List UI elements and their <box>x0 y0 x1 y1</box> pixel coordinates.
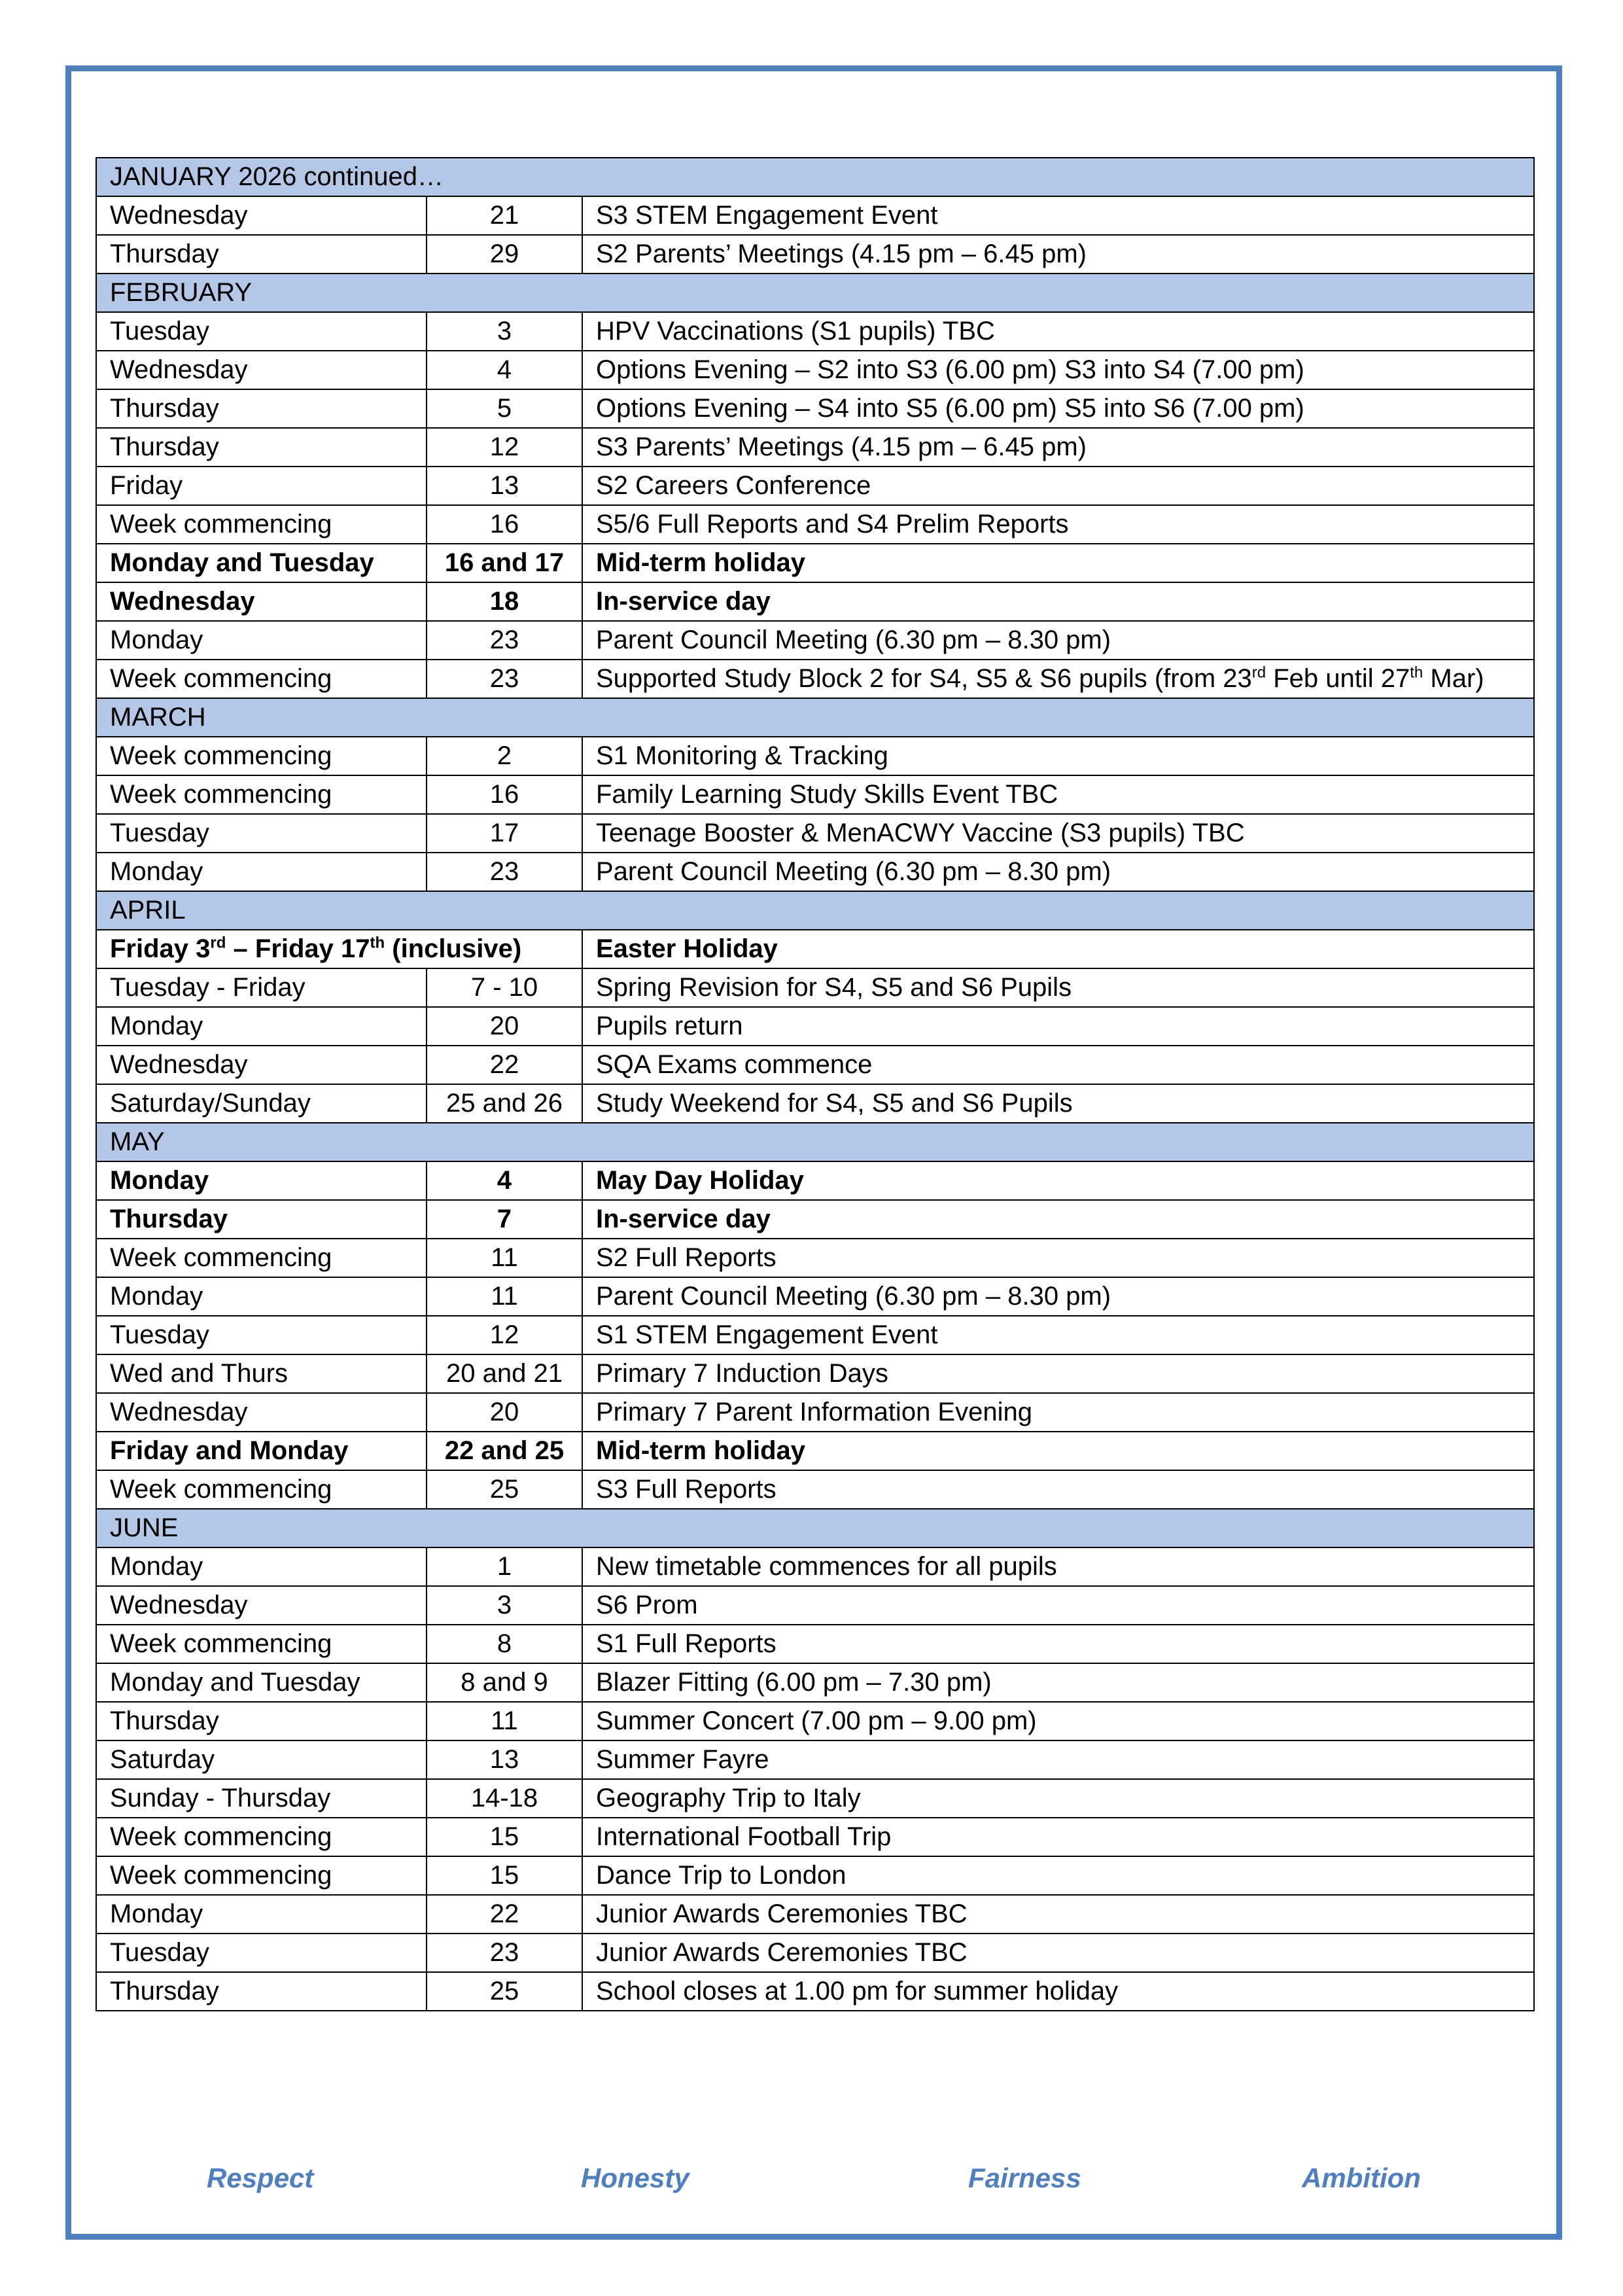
event-cell: Spring Revision for S4, S5 and S6 Pupils <box>582 968 1534 1007</box>
event-cell: Family Learning Study Skills Event TBC <box>582 775 1534 814</box>
event-text: Feb until 27 <box>1266 664 1410 693</box>
day-cell: Thursday <box>96 428 427 467</box>
day-cell: Sunday - Thursday <box>96 1779 427 1818</box>
event-cell: SQA Exams commence <box>582 1046 1534 1084</box>
footer-value-fairness: Fairness <box>968 2163 1081 2193</box>
event-cell: S6 Prom <box>582 1586 1534 1625</box>
date-cell: 23 <box>427 621 582 660</box>
table-row-holiday <box>96 930 1534 968</box>
event-cell: Summer Fayre <box>582 1740 1534 1779</box>
table-row <box>96 775 1534 814</box>
day-cell: Week commencing <box>96 505 427 544</box>
date-cell: 11 <box>427 1702 582 1740</box>
event-cell: S3 Full Reports <box>582 1470 1534 1509</box>
date-cell: 25 <box>427 1972 582 2011</box>
table-row <box>96 1625 1534 1663</box>
table-row <box>96 1084 1534 1123</box>
day-cell: Thursday <box>96 1972 427 2011</box>
date-cell: 11 <box>427 1277 582 1316</box>
day-cell: Monday <box>96 1277 427 1316</box>
day-range-cell <box>96 930 582 968</box>
event-cell: Parent Council Meeting (6.30 pm – 8.30 pm) <box>582 621 1534 660</box>
date-cell: 20 and 21 <box>427 1354 582 1393</box>
day-cell: Week commencing <box>96 1818 427 1856</box>
day-cell: Wednesday <box>96 1586 427 1625</box>
date-cell: 17 <box>427 814 582 853</box>
day-cell: Wednesday <box>96 196 427 235</box>
event-cell: S1 Monitoring & Tracking <box>582 737 1534 775</box>
date-cell: 23 <box>427 660 582 698</box>
event-text: Supported Study Block 2 for S4, S5 & S6 pupils (from 23 <box>596 664 1252 693</box>
table-row <box>96 621 1534 660</box>
day-text: Friday 3 <box>110 934 211 963</box>
date-cell: 22 and 25 <box>427 1432 582 1470</box>
day-cell: Week commencing <box>96 1470 427 1509</box>
event-cell: Easter Holiday <box>582 930 1534 968</box>
date-cell: 16 <box>427 775 582 814</box>
month-header-february <box>96 274 1534 312</box>
event-cell: May Day Holiday <box>582 1161 1534 1200</box>
table-row <box>96 1470 1534 1509</box>
month-label: APRIL <box>96 891 1534 930</box>
table-row <box>96 1818 1534 1856</box>
day-cell: Monday <box>96 1007 427 1046</box>
event-cell: Parent Council Meeting (6.30 pm – 8.30 pm) <box>582 853 1534 891</box>
event-cell: Pupils return <box>582 1007 1534 1046</box>
table-row-holiday <box>96 582 1534 621</box>
table-row <box>96 1393 1534 1432</box>
ordinal-suffix: th <box>1410 663 1423 682</box>
date-cell: 3 <box>427 312 582 351</box>
event-cell: S1 Full Reports <box>582 1625 1534 1663</box>
event-cell: Junior Awards Ceremonies TBC <box>582 1895 1534 1934</box>
day-cell: Wednesday <box>96 351 427 389</box>
event-cell: Primary 7 Parent Information Evening <box>582 1393 1534 1432</box>
day-cell: Week commencing <box>96 1625 427 1663</box>
day-cell: Week commencing <box>96 1239 427 1277</box>
event-cell: In-service day <box>582 1200 1534 1239</box>
table-row <box>96 968 1534 1007</box>
table-row <box>96 235 1534 274</box>
date-cell: 4 <box>427 1161 582 1200</box>
event-cell: Study Weekend for S4, S5 and S6 Pupils <box>582 1084 1534 1123</box>
day-cell: Monday <box>96 1161 427 1200</box>
month-label: MAY <box>96 1123 1534 1161</box>
day-cell: Monday and Tuesday <box>96 1663 427 1702</box>
date-cell: 13 <box>427 1740 582 1779</box>
ordinal-suffix: th <box>370 934 385 952</box>
day-cell: Week commencing <box>96 660 427 698</box>
day-cell: Saturday/Sunday <box>96 1084 427 1123</box>
event-cell: S5/6 Full Reports and S4 Prelim Reports <box>582 505 1534 544</box>
table-row <box>96 1316 1534 1354</box>
table-row-holiday <box>96 1432 1534 1470</box>
day-cell: Monday and Tuesday <box>96 544 427 582</box>
event-cell: S3 Parents’ Meetings (4.15 pm – 6.45 pm) <box>582 428 1534 467</box>
month-header-april <box>96 891 1534 930</box>
day-cell: Wednesday <box>96 1046 427 1084</box>
event-cell: Parent Council Meeting (6.30 pm – 8.30 pm) <box>582 1277 1534 1316</box>
date-cell: 23 <box>427 1934 582 1972</box>
day-cell: Tuesday - Friday <box>96 968 427 1007</box>
month-header-march <box>96 698 1534 737</box>
day-cell: Monday <box>96 853 427 891</box>
table-row <box>96 389 1534 428</box>
day-cell: Wed and Thurs <box>96 1354 427 1393</box>
table-row <box>96 1007 1534 1046</box>
table-row <box>96 1856 1534 1895</box>
month-label: JANUARY 2026 continued… <box>96 158 1534 196</box>
date-cell: 14-18 <box>427 1779 582 1818</box>
table-row <box>96 1354 1534 1393</box>
date-cell: 23 <box>427 853 582 891</box>
date-cell: 3 <box>427 1586 582 1625</box>
table-row <box>96 1046 1534 1084</box>
table-row-holiday <box>96 1200 1534 1239</box>
date-cell: 13 <box>427 467 582 505</box>
event-cell: Dance Trip to London <box>582 1856 1534 1895</box>
day-cell: Friday and Monday <box>96 1432 427 1470</box>
event-cell: Teenage Booster & MenACWY Vaccine (S3 pupils) TBC <box>582 814 1534 853</box>
table-row <box>96 660 1534 698</box>
date-cell: 25 <box>427 1470 582 1509</box>
footer-value-honesty: Honesty <box>581 2163 689 2193</box>
table-row <box>96 312 1534 351</box>
ordinal-suffix: rd <box>210 934 226 952</box>
table-row <box>96 853 1534 891</box>
table-row <box>96 1934 1534 1972</box>
day-cell: Thursday <box>96 235 427 274</box>
day-cell: Wednesday <box>96 1393 427 1432</box>
month-header-january <box>96 158 1534 196</box>
date-cell: 18 <box>427 582 582 621</box>
event-cell: Mid-term holiday <box>582 544 1534 582</box>
event-cell: S2 Careers Conference <box>582 467 1534 505</box>
month-label: MARCH <box>96 698 1534 737</box>
date-cell: 7 <box>427 1200 582 1239</box>
date-cell: 4 <box>427 351 582 389</box>
table-row <box>96 1779 1534 1818</box>
event-cell: Primary 7 Induction Days <box>582 1354 1534 1393</box>
date-cell: 5 <box>427 389 582 428</box>
event-cell <box>582 660 1534 698</box>
month-label: FEBRUARY <box>96 274 1534 312</box>
day-cell: Saturday <box>96 1740 427 1779</box>
table-row <box>96 1972 1534 2011</box>
event-cell: Mid-term holiday <box>582 1432 1534 1470</box>
event-cell: Options Evening – S4 into S5 (6.00 pm) S5 into S6 (7.00 pm) <box>582 389 1534 428</box>
day-text: (inclusive) <box>385 934 522 963</box>
day-cell: Monday <box>96 1895 427 1934</box>
table-row <box>96 1586 1534 1625</box>
date-cell: 25 and 26 <box>427 1084 582 1123</box>
footer-value-ambition: Ambition <box>1302 2163 1421 2193</box>
month-header-may <box>96 1123 1534 1161</box>
table-row <box>96 1547 1534 1586</box>
date-cell: 7 - 10 <box>427 968 582 1007</box>
month-label: JUNE <box>96 1509 1534 1547</box>
event-cell: S2 Full Reports <box>582 1239 1534 1277</box>
date-cell: 20 <box>427 1007 582 1046</box>
event-cell: New timetable commences for all pupils <box>582 1547 1534 1586</box>
table-row <box>96 1663 1534 1702</box>
table-row <box>96 505 1534 544</box>
month-header-june <box>96 1509 1534 1547</box>
date-cell: 15 <box>427 1818 582 1856</box>
ordinal-suffix: rd <box>1251 663 1266 682</box>
date-cell: 20 <box>427 1393 582 1432</box>
date-cell: 22 <box>427 1895 582 1934</box>
date-cell: 8 and 9 <box>427 1663 582 1702</box>
table-row <box>96 467 1534 505</box>
event-cell: HPV Vaccinations (S1 pupils) TBC <box>582 312 1534 351</box>
event-cell: Junior Awards Ceremonies TBC <box>582 1934 1534 1972</box>
event-cell: Blazer Fitting (6.00 pm – 7.30 pm) <box>582 1663 1534 1702</box>
date-cell: 16 and 17 <box>427 544 582 582</box>
day-cell: Tuesday <box>96 312 427 351</box>
date-cell: 29 <box>427 235 582 274</box>
date-cell: 16 <box>427 505 582 544</box>
event-cell: Options Evening – S2 into S3 (6.00 pm) S3 into S4 (7.00 pm) <box>582 351 1534 389</box>
school-calendar-table <box>96 157 1535 2011</box>
event-cell: S2 Parents’ Meetings (4.15 pm – 6.45 pm) <box>582 235 1534 274</box>
date-cell: 12 <box>427 1316 582 1354</box>
day-cell: Tuesday <box>96 1934 427 1972</box>
day-cell: Thursday <box>96 389 427 428</box>
day-cell: Week commencing <box>96 1856 427 1895</box>
footer-value-respect: Respect <box>207 2163 314 2193</box>
table-row <box>96 1277 1534 1316</box>
day-cell: Thursday <box>96 1702 427 1740</box>
day-cell: Week commencing <box>96 737 427 775</box>
date-cell: 15 <box>427 1856 582 1895</box>
event-cell: In-service day <box>582 582 1534 621</box>
day-cell: Thursday <box>96 1200 427 1239</box>
date-cell: 22 <box>427 1046 582 1084</box>
table-row <box>96 428 1534 467</box>
event-cell: School closes at 1.00 pm for summer holiday <box>582 1972 1534 2011</box>
event-cell: Summer Concert (7.00 pm – 9.00 pm) <box>582 1702 1534 1740</box>
table-row-holiday <box>96 544 1534 582</box>
date-cell: 2 <box>427 737 582 775</box>
event-cell: International Football Trip <box>582 1818 1534 1856</box>
event-cell: S3 STEM Engagement Event <box>582 196 1534 235</box>
table-row <box>96 737 1534 775</box>
day-cell: Tuesday <box>96 814 427 853</box>
date-cell: 21 <box>427 196 582 235</box>
date-cell: 1 <box>427 1547 582 1586</box>
date-cell: 8 <box>427 1625 582 1663</box>
table-row <box>96 1895 1534 1934</box>
day-cell: Tuesday <box>96 1316 427 1354</box>
table-row <box>96 196 1534 235</box>
date-cell: 12 <box>427 428 582 467</box>
table-row <box>96 1740 1534 1779</box>
event-text: Mar) <box>1423 664 1484 693</box>
event-cell: Geography Trip to Italy <box>582 1779 1534 1818</box>
table-row <box>96 814 1534 853</box>
table-row <box>96 1702 1534 1740</box>
day-cell: Monday <box>96 621 427 660</box>
table-row-holiday <box>96 1161 1534 1200</box>
day-cell: Friday <box>96 467 427 505</box>
table-row <box>96 1239 1534 1277</box>
table-row <box>96 351 1534 389</box>
day-cell: Wednesday <box>96 582 427 621</box>
day-text: – Friday 17 <box>226 934 370 963</box>
date-cell: 11 <box>427 1239 582 1277</box>
day-cell: Week commencing <box>96 775 427 814</box>
event-cell: S1 STEM Engagement Event <box>582 1316 1534 1354</box>
day-cell: Monday <box>96 1547 427 1586</box>
